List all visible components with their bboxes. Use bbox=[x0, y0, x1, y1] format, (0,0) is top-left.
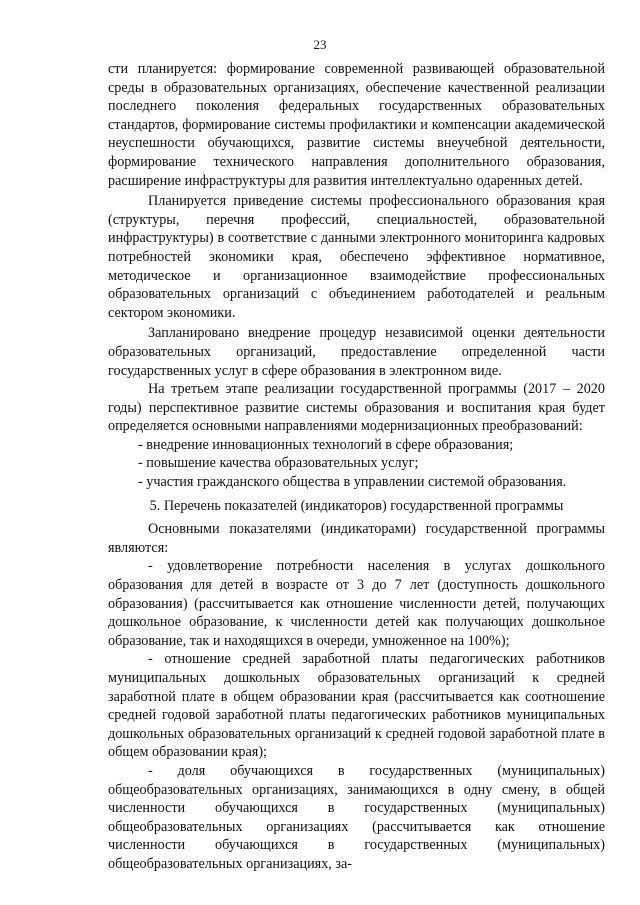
bullet-quality: - повышение качества образовательных услуг; bbox=[138, 455, 419, 472]
bullet-civil-society: - участия гражданского общества в управлении системой образования. bbox=[138, 474, 567, 491]
indicator-item-salary-ratio: - отношение средней заработной платы педагогических работников муниципальных дошкольных образовательных организаций к средней заработной плате в общем образовании края (рассчитывается как соотношение средней годовой заработной платы педагогических работников муниципальных дошкольных образовательных организаций к средней годовой заработной плате в общем образовании края); bbox=[108, 651, 605, 761]
indicator-item-single-shift: - доля обучающихся в государственных (муниципальных) общеобразовательных организациях, занимающихся в одну смену, в общей численности обучающихся в государственных (муниципальных) общеобразовательных организациях (рассчитывается как отношение численности обучающихся в государственных (муниципальных) общеобразовательных организациях, за- bbox=[108, 762, 605, 872]
paragraph-professional-education: Планируется приведение системы профессионального образования края (структуры, перечня профессий, специальностей, образовательной инфраструктуры) в соответствие с данными электронного мониторинга кадровых потребностей экономики края, обеспечено эффективное нормативное, методическое и организационное взаимодействие профессиональных образовательных организаций с объединением работодателей и реальным сектором экономики. bbox=[108, 193, 605, 321]
paragraph-independent-assessment: Запланировано внедрение процедур независимой оценки деятельности образовательных организаций, предоставление определенной части государственных услуг в сфере образования в электронном виде. bbox=[108, 325, 605, 379]
section-heading: 5. Перечень показателей (индикаторов) государственной программы bbox=[149, 497, 564, 514]
paragraph-third-stage: На третьем этапе реализации государственной программы (2017 – 2020 годы) перспективное развитие системы образования и воспитания края будет определяется основными направлениями модернизационных преобразований: bbox=[108, 381, 605, 435]
page-number: 23 bbox=[313, 37, 327, 52]
document-body bbox=[108, 60, 605, 874]
bullet-innovation: - внедрение инновационных технологий в сфере образования; bbox=[138, 436, 514, 453]
paragraph-continuation: сти планируется: формирование современной развивающей образовательной среды в образовательных организациях, обеспечение качественной реализации последнего поколения федеральных государственных образовательных стандартов, формирование системы профилактики и компенсации академической неуспешности обучающихся, развитие системы внеучебной деятельности, формирование технического направления дополнительного образования, расширение инфраструктуры для развития интеллектуально одаренных детей. bbox=[108, 61, 605, 189]
paragraph-indicators-intro: Основными показателями (индикаторами) государственной программы являются: bbox=[108, 521, 605, 556]
indicator-item-preschool-access: - удовлетворение потребности населения в услугах дошкольного образования для детей в возрасте от 3 до 7 лет (доступность дошкольного образования) (рассчитывается как отношение численности детей, получающих дошкольное образование, к численности детей как получающих дошкольное образование, так и находящихся в очереди, умноженное на 100%); bbox=[108, 558, 605, 649]
